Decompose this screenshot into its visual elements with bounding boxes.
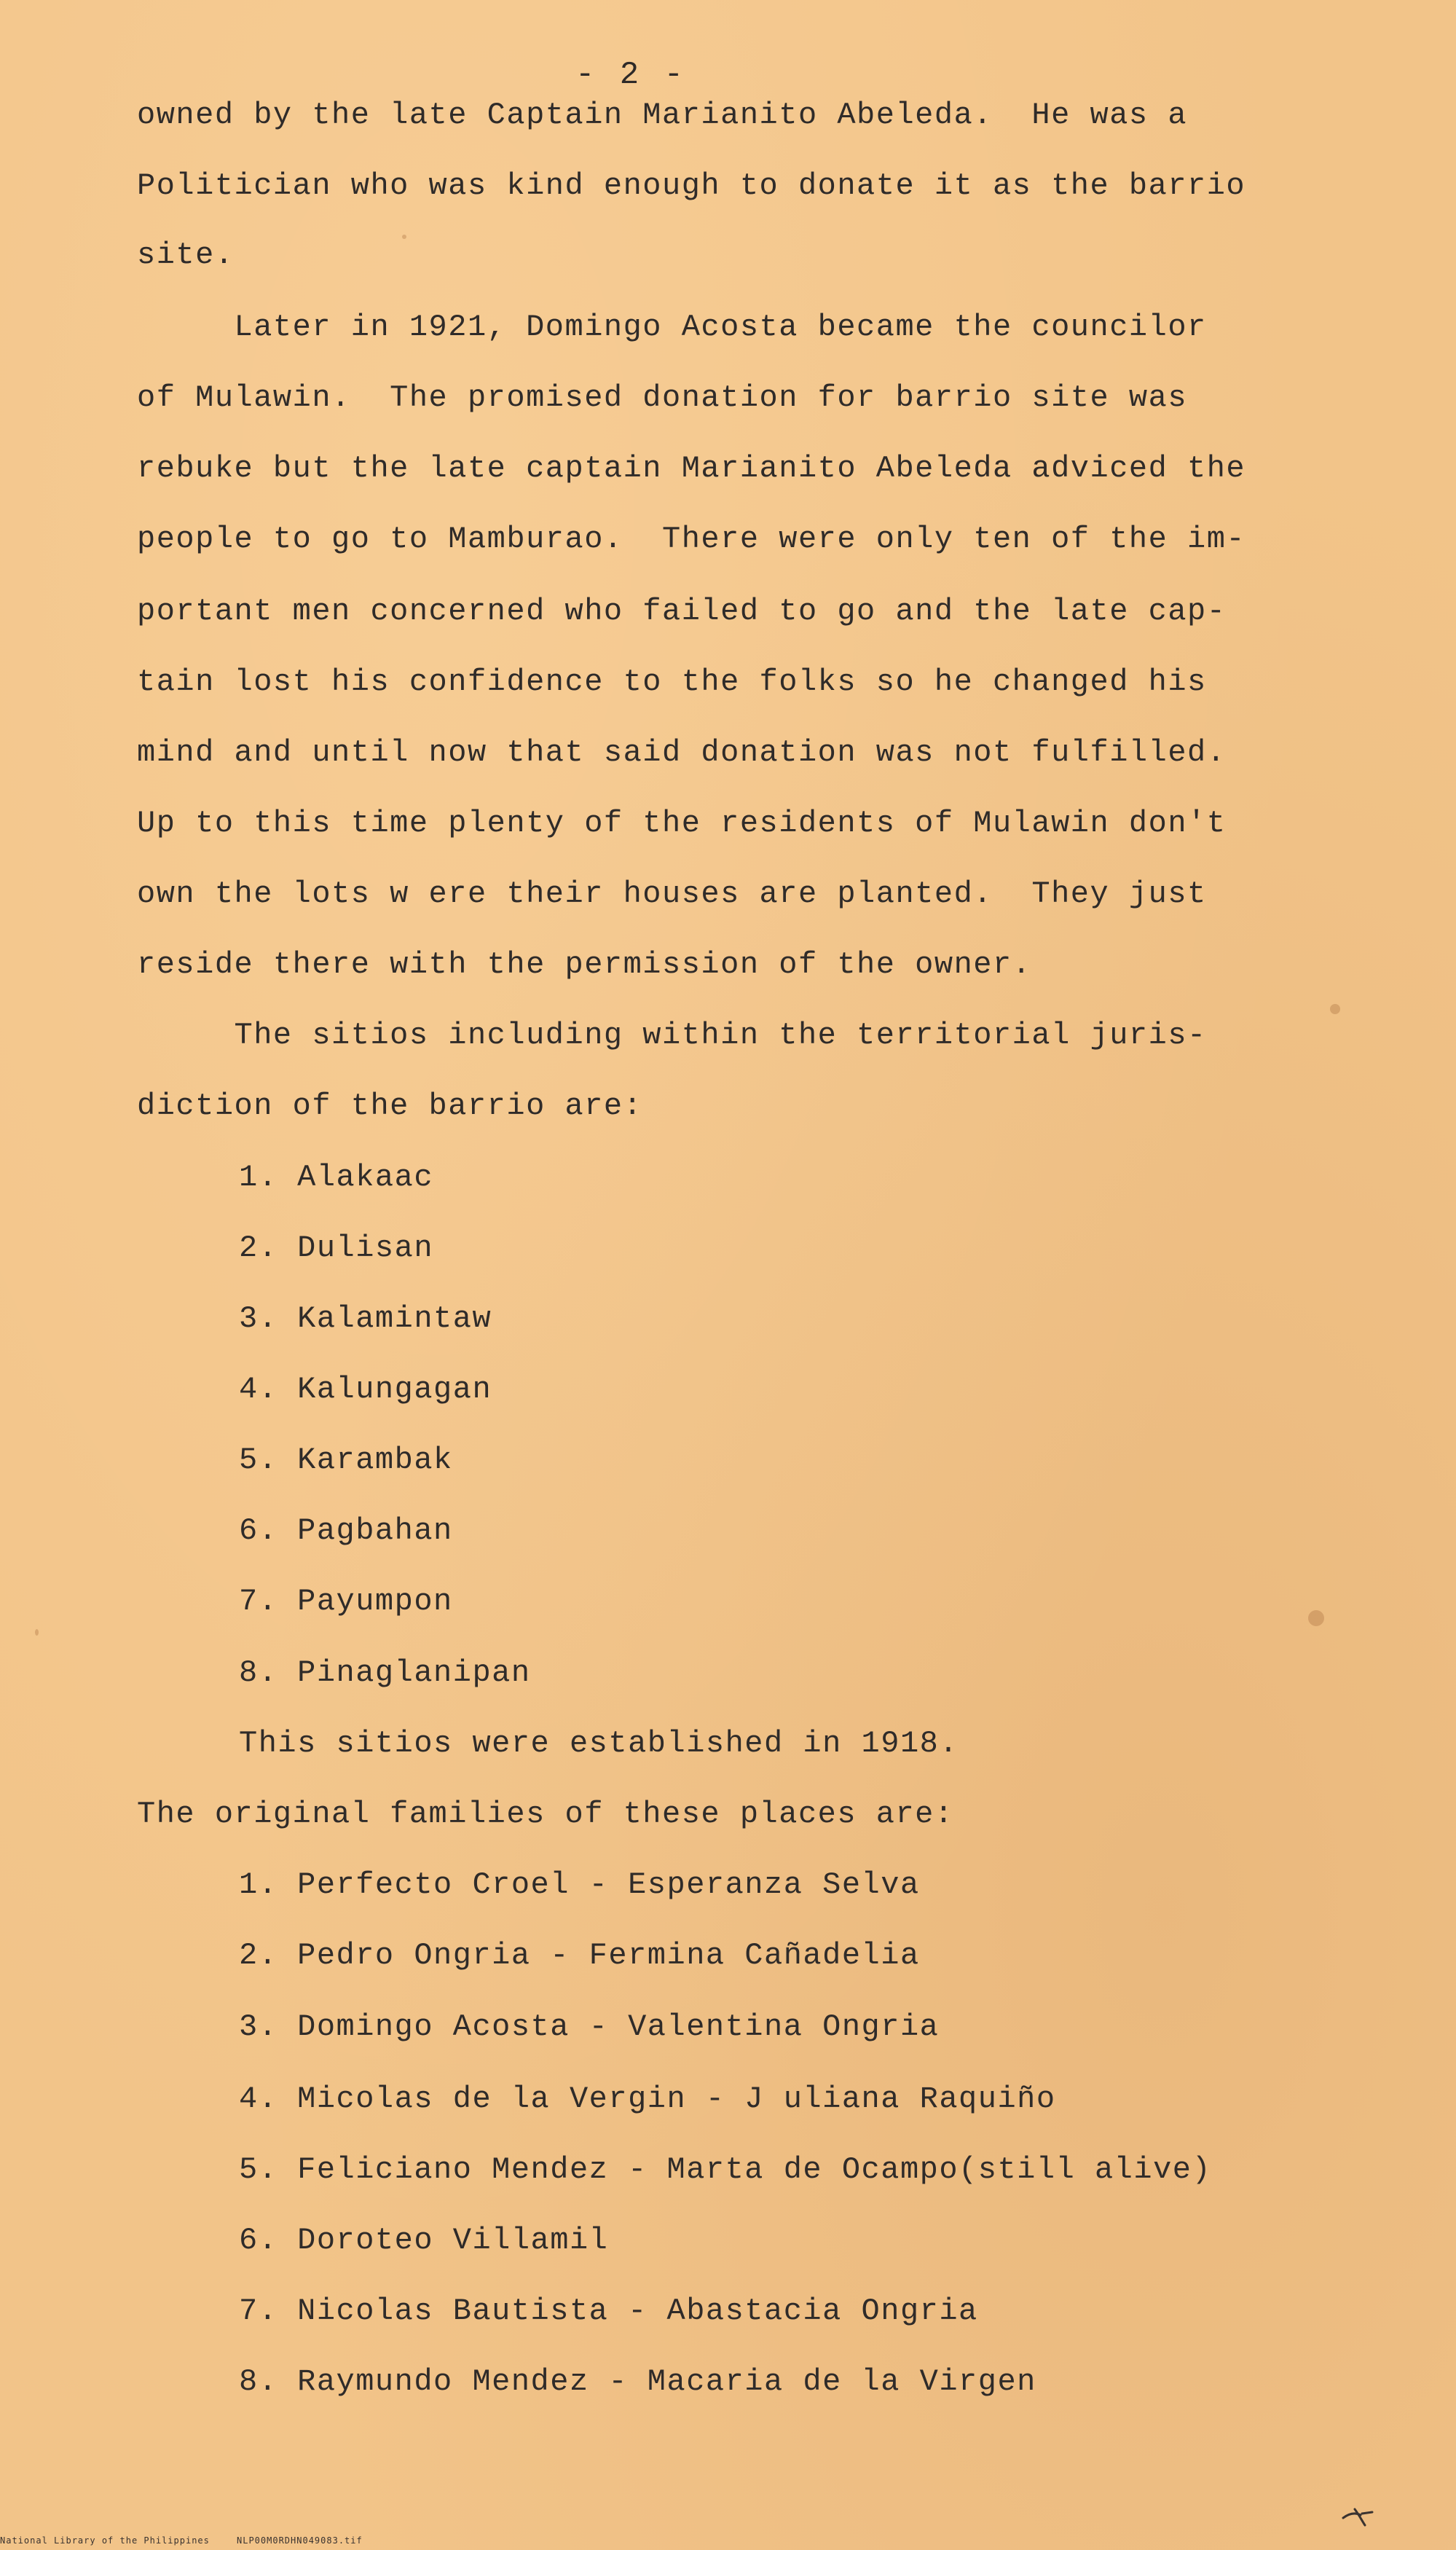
sitio-list-item: 4. Kalungagan xyxy=(239,1372,492,1407)
paper-stain xyxy=(402,235,406,239)
family-list-item: 5. Feliciano Mendez - Marta de Ocampo(still alive) xyxy=(239,2152,1212,2187)
sitio-list-item: 3. Kalamintaw xyxy=(239,1301,492,1336)
family-list-item: 1. Perfecto Croel - Esperanza Selva xyxy=(239,1867,920,1902)
body-line: own the lots w ere their houses are planted. They just xyxy=(137,876,1207,911)
sitio-list-item: 5. Karambak xyxy=(239,1443,453,1478)
sitio-list-item: 7. Payumpon xyxy=(239,1584,453,1619)
established-line: This sitios were established in 1918. xyxy=(239,1726,959,1761)
handwritten-mark-icon xyxy=(1340,2499,1377,2528)
footer-library: National Library of the Philippines xyxy=(0,2535,210,2546)
body-line: The sitios including within the territorial juris- xyxy=(137,1018,1207,1053)
body-line: portant men concerned who failed to go and the late cap- xyxy=(137,594,1227,629)
body-line: site. xyxy=(137,238,235,272)
body-line: of Mulawin. The promised donation for barrio site was xyxy=(137,380,1188,415)
sitio-list-item: 2. Dulisan xyxy=(239,1231,434,1266)
sitio-list-item: 1. Alakaac xyxy=(239,1160,434,1195)
family-list-item: 6. Doroteo Villamil xyxy=(239,2223,609,2258)
body-line: reside there with the permission of the owner. xyxy=(137,947,1032,982)
body-line: mind and until now that said donation was not fulfilled. xyxy=(137,735,1227,770)
body-line: Politician who was kind enough to donate it as the barrio xyxy=(137,168,1246,203)
body-line: people to go to Mamburao. There were only ten of the im- xyxy=(137,522,1246,557)
family-list-item: 8. Raymundo Mendez - Macaria de la Virgen xyxy=(239,2364,1036,2399)
body-line: Later in 1921, Domingo Acosta became the councilor xyxy=(137,310,1207,345)
page-number: - 2 - xyxy=(575,57,687,93)
family-list-item: 2. Pedro Ongria - Fermina Cañadelia xyxy=(239,1938,920,1973)
family-list-item: 3. Domingo Acosta - Valentina Ongria xyxy=(239,2009,940,2044)
body-line: tain lost his confidence to the folks so he changed his xyxy=(137,664,1207,699)
body-line: Up to this time plenty of the residents of Mulawin don't xyxy=(137,806,1227,841)
body-line: rebuke but the late captain Marianito Abeleda adviced the xyxy=(137,451,1246,486)
family-list-item: 7. Nicolas Bautista - Abastacia Ongria xyxy=(239,2294,978,2329)
sitio-list-item: 8. Pinaglanipan xyxy=(239,1655,531,1690)
paper-stain xyxy=(1308,1610,1324,1626)
sitio-list-item: 6. Pagbahan xyxy=(239,1513,453,1548)
families-intro: The original families of these places are: xyxy=(137,1797,954,1832)
paper-stain xyxy=(1330,1004,1340,1014)
body-line: diction of the barrio are: xyxy=(137,1088,643,1123)
family-list-item: 4. Micolas de la Vergin - J uliana Raquiño xyxy=(239,2082,1056,2116)
paper-stain xyxy=(35,1629,39,1636)
body-line: owned by the late Captain Marianito Abeleda. He was a xyxy=(137,98,1188,133)
footer-reference: NLP00M0RDHN049083.tif xyxy=(237,2535,363,2546)
